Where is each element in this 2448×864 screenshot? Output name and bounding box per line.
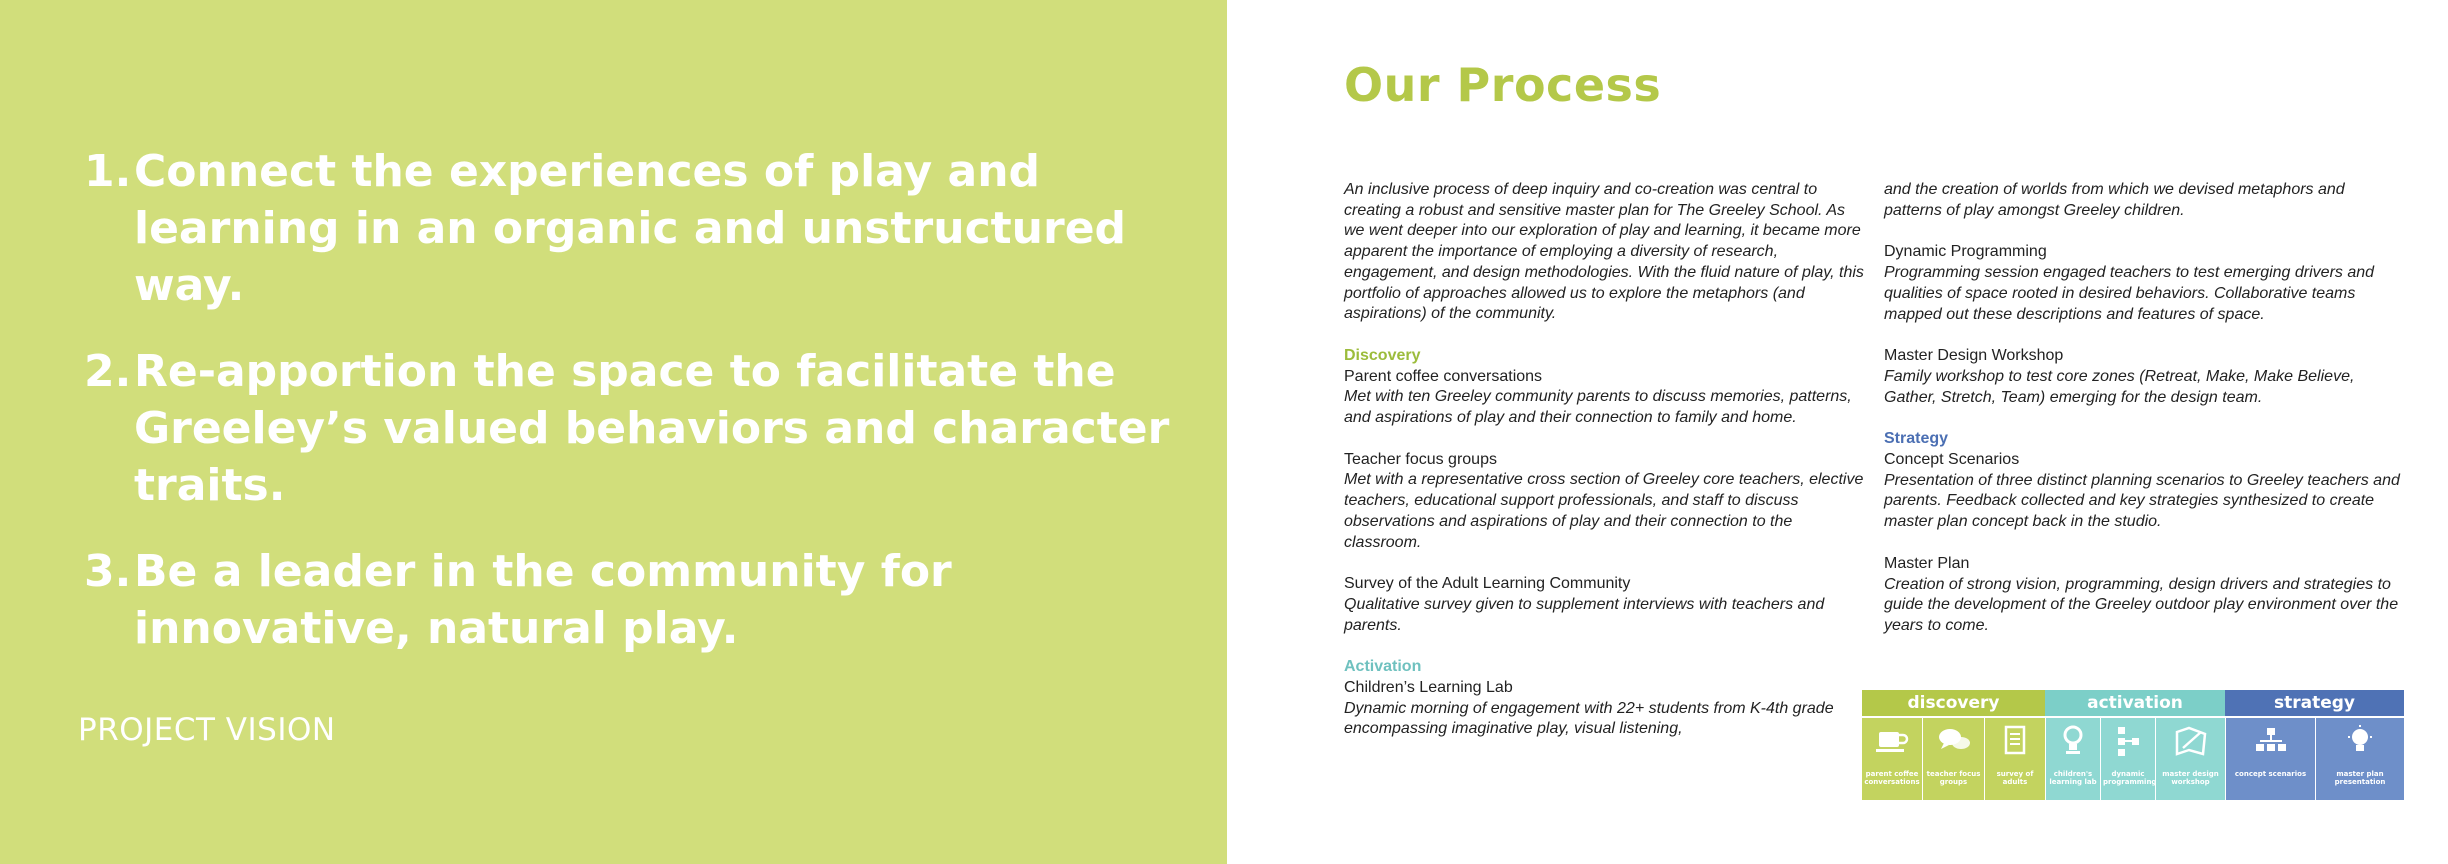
strategy-heading: Strategy xyxy=(1884,430,1949,448)
intro-paragraph: An inclusive process of deep inquiry and co-creation was central to creating a robust and sensitive master plan for The Greeley School. As we went deeper into our exploration of play and learning, it became more apparent the importance of employing a diversity of research, engagement, and design methodologies. With the fluid nature of play, this portfolio of approaches allowed us to explore the metaphors (and aspirations) of the community. xyxy=(1344,181,1864,323)
vision-goals-list xyxy=(84,143,1204,686)
survey-form-icon xyxy=(1997,724,2033,758)
entry-title: Master Design Workshop xyxy=(1884,347,2064,365)
diagram-tile xyxy=(1923,718,1984,800)
project-vision-label: PROJECT VISION xyxy=(78,712,336,748)
diagram-tile xyxy=(2156,718,2225,800)
entry-description: Presentation of three distinct planning scenarios to Greeley teachers and parents. Feedback collected and key strategies synthesized to create master plan concept back in the studio. xyxy=(1884,471,2400,531)
goal-text: Connect the experiences of play and learning in an organic and unstructured way. xyxy=(134,146,1127,311)
entry-description: Programming session engaged teachers to test emerging drivers and qualities of space rooted in desired behaviors. Collaborative teams mapped out these descriptions and features of space. xyxy=(1884,264,2375,323)
goal-text: Be a leader in the community for innovative, natural play. xyxy=(134,546,952,654)
tile-caption: dynamic programming xyxy=(2103,770,2157,786)
goal-number: 1. xyxy=(84,146,132,197)
programming-flow-icon xyxy=(2110,724,2146,758)
entry-description: Met with a representative cross section of Greeley core teachers, elective teachers, educational support professionals, and staff to discuss observations and aspirations of play and their connection to the classroom. xyxy=(1344,471,1864,551)
process-entry xyxy=(1344,367,1864,429)
process-tiles xyxy=(1862,718,2404,800)
entry-title: Survey of the Adult Learning Community xyxy=(1344,575,1631,593)
activation-band: activation xyxy=(2045,690,2225,716)
goal-text: Re-apportion the space to facilitate the Greeley’s valued behaviors and character traits. xyxy=(134,346,1170,511)
concept-tree-icon xyxy=(2253,724,2289,758)
process-entry xyxy=(1344,678,1864,740)
goal-number: 3. xyxy=(84,546,132,597)
childrens-lab-icon xyxy=(2055,724,2091,758)
vision-goal xyxy=(84,143,1204,314)
design-map-icon xyxy=(2171,724,2211,758)
tile-caption: parent coffee conversations xyxy=(1864,770,1920,786)
page-title: Our Process xyxy=(1344,58,1662,112)
activation-heading: Activation xyxy=(1344,658,1422,676)
speech-bubbles-icon xyxy=(1936,724,1972,758)
tile-caption: master plan presentation xyxy=(2334,770,2386,786)
diagram-tile xyxy=(2046,718,2100,800)
tile-caption: concept scenarios xyxy=(2234,770,2307,778)
entry-title: Children’s Learning Lab xyxy=(1344,679,1513,697)
lightbulb-icon xyxy=(2342,724,2378,758)
entry-description: Dynamic morning of engagement with 22+ students from K-4th grade encompassing imaginative play, visual listening, xyxy=(1344,699,1834,738)
tile-caption: children's learning lab xyxy=(2049,770,2097,786)
process-entry xyxy=(1884,346,2404,408)
tile-caption: master design workshop xyxy=(2162,770,2219,786)
entry-title: Teacher focus groups xyxy=(1344,450,1497,468)
entry-description: and the creation of worlds from which we devised metaphors and patterns of play amongst Greeley children. xyxy=(1884,181,2345,219)
diagram-tile xyxy=(1862,718,1922,800)
process-diagram xyxy=(1862,690,2404,800)
process-column-left xyxy=(1344,180,1864,761)
process-column-right xyxy=(1884,180,2404,658)
process-entry xyxy=(1344,450,1864,554)
process-entry xyxy=(1344,574,1864,636)
process-entry xyxy=(1884,180,2404,221)
entry-title: Concept Scenarios xyxy=(1884,451,2020,469)
process-entry xyxy=(1884,450,2404,533)
tile-caption: survey of adults xyxy=(1996,770,2034,786)
discovery-heading: Discovery xyxy=(1344,346,1421,364)
strategy-band: strategy xyxy=(2225,690,2404,716)
process-entry xyxy=(1884,554,2404,637)
vision-goal xyxy=(84,343,1204,514)
entry-description: Family workshop to test core zones (Retreat, Make, Make Believe, Gather, Stretch, Team) emerging for the design team. xyxy=(1884,367,2355,406)
entry-description: Met with ten Greeley community parents to discuss memories, patterns, and aspirations of play and their connection to family and home. xyxy=(1344,388,1852,427)
entry-title: Master Plan xyxy=(1884,554,1970,572)
entry-description: Creation of strong vision, programming, design drivers and strategies to guide the development of the Greeley outdoor play environment over the years to come. xyxy=(1884,575,2399,634)
goal-number: 2. xyxy=(84,346,132,397)
diagram-tile xyxy=(2226,718,2315,800)
diagram-tile xyxy=(2316,718,2404,800)
vision-goal xyxy=(84,543,1204,657)
entry-description: Qualitative survey given to supplement interviews with teachers and parents. xyxy=(1344,595,1825,634)
entry-title: Parent coffee conversations xyxy=(1344,367,1543,385)
discovery-band: discovery xyxy=(1862,690,2045,716)
diagram-tile xyxy=(2101,718,2155,800)
tile-caption: teacher focus groups xyxy=(1926,770,1981,786)
coffee-cup-icon xyxy=(1874,724,1910,758)
diagram-tile xyxy=(1985,718,2045,800)
entry-title: Dynamic Programming xyxy=(1884,243,2047,261)
process-entry xyxy=(1884,242,2404,325)
